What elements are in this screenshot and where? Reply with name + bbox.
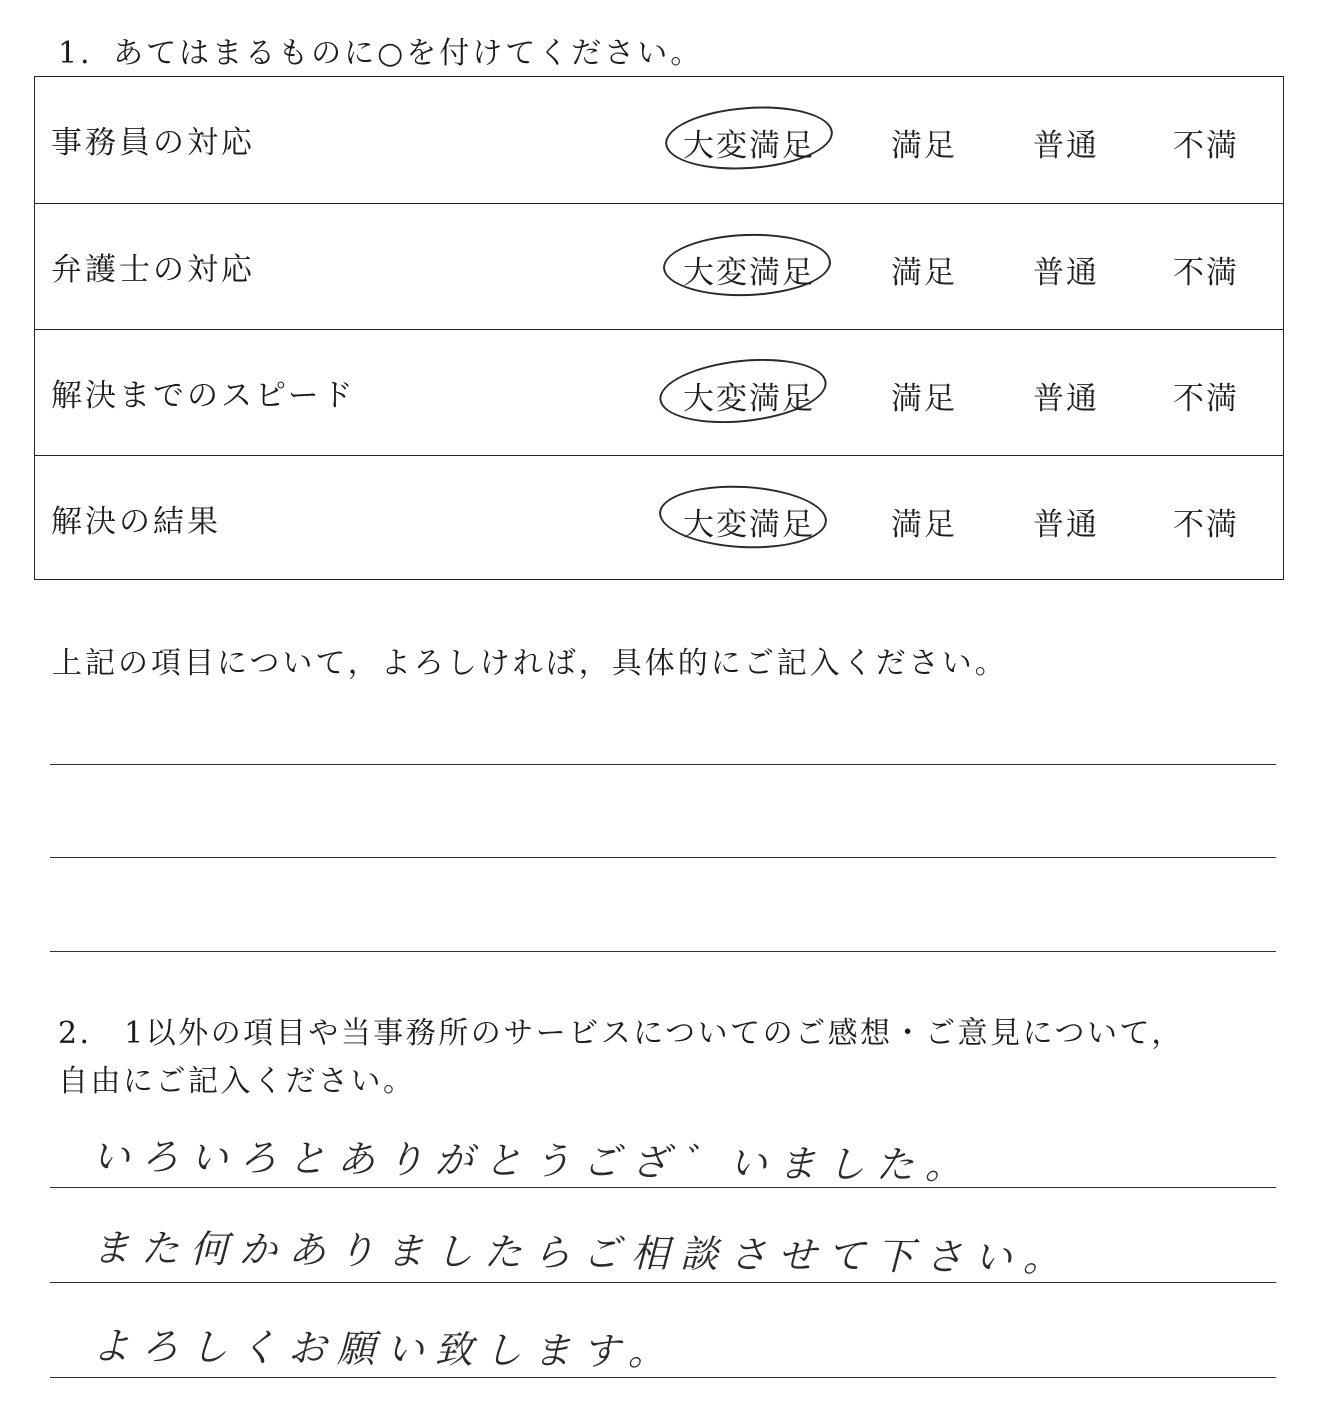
- option-average[interactable]: 普通: [1033, 255, 1099, 291]
- row-label: 弁護士の対応: [51, 252, 255, 288]
- rating-row-result: [35, 455, 1283, 582]
- question-2-title: [58, 1010, 1184, 1106]
- row-label: 解決の結果: [51, 504, 221, 540]
- option-very-satisfied[interactable]: 大変満足: [683, 381, 815, 417]
- option-dissatisfied[interactable]: 不満: [1173, 128, 1239, 164]
- option-very-satisfied[interactable]: 大変満足: [683, 128, 815, 164]
- answer-line-2[interactable]: [50, 857, 1276, 858]
- option-satisfied[interactable]: 満足: [891, 381, 957, 417]
- rating-row-speed: [35, 329, 1283, 456]
- option-satisfied[interactable]: 満足: [891, 255, 957, 291]
- option-average[interactable]: 普通: [1033, 507, 1099, 543]
- handwritten-answer-2: また何かありましたらご相談させて下さい。: [91, 1225, 1073, 1281]
- option-satisfied[interactable]: 満足: [891, 128, 957, 164]
- option-dissatisfied[interactable]: 不満: [1173, 255, 1239, 291]
- option-dissatisfied[interactable]: 不満: [1173, 507, 1239, 543]
- option-very-satisfied[interactable]: 大変満足: [683, 507, 815, 543]
- comment-prompt: 上記の項目について，よろしければ，具体的にご記入ください。: [52, 646, 1008, 681]
- option-very-satisfied[interactable]: 大変満足: [683, 255, 815, 291]
- answer-line-1[interactable]: [50, 764, 1276, 765]
- row-label: 解決までのスピード: [51, 378, 356, 414]
- option-satisfied[interactable]: 満足: [891, 507, 957, 543]
- rating-table: [34, 76, 1284, 580]
- answer-line-4[interactable]: [50, 1187, 1276, 1188]
- row-label: 事務員の対応: [51, 125, 255, 161]
- handwritten-answer-3: よろしくお願い致します。: [91, 1323, 678, 1375]
- option-average[interactable]: 普通: [1033, 381, 1099, 417]
- option-average[interactable]: 普通: [1033, 128, 1099, 164]
- answer-line-5[interactable]: [50, 1282, 1276, 1283]
- answer-line-3[interactable]: [50, 951, 1276, 952]
- question-1-title: 1．あてはまるものに○を付けてください。: [58, 36, 704, 71]
- handwritten-answer-1: いろいろとありがとうござ゛いました。: [91, 1134, 975, 1188]
- question-2-title-line1: 2． 1以外の項目や当事務所のサービスについてのご感想・ご意見について，: [58, 1016, 1184, 1051]
- rating-row-staff: [35, 77, 1283, 203]
- option-dissatisfied[interactable]: 不満: [1173, 381, 1239, 417]
- answer-line-6[interactable]: [50, 1377, 1276, 1378]
- rating-row-lawyer: [35, 203, 1283, 330]
- question-2-title-line2: 自由にご記入ください。: [58, 1064, 416, 1099]
